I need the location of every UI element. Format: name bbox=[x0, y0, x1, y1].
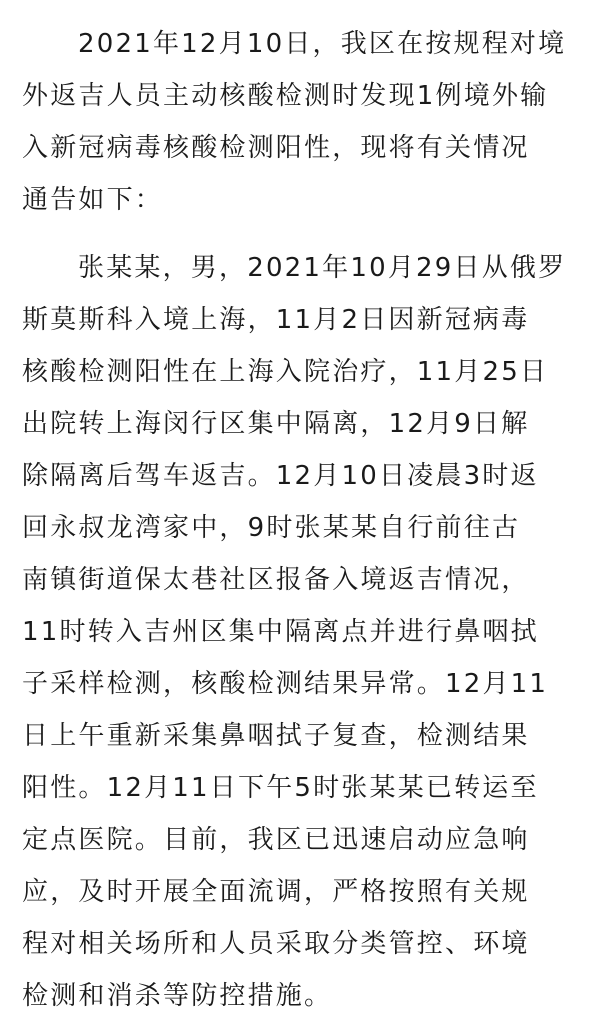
text-line: 阳性。12月11日下午5时张某某已转运至 bbox=[22, 773, 539, 803]
text-line: 南镇街道保太巷社区报备入境返吉情况， bbox=[22, 565, 530, 595]
paragraph-case-details bbox=[22, 242, 580, 1022]
text-line: 入新冠病毒核酸检测阳性，现将有关情况 bbox=[22, 133, 530, 163]
text-line: 回永叔龙湾家中，9时张某某自行前往古 bbox=[22, 513, 521, 543]
text-line: 除隔离后驾车返吉。12月10日凌晨3时返 bbox=[22, 461, 539, 491]
text-line: 2021年12月10日，我区在按规程对境 bbox=[78, 29, 567, 59]
text-line: 通告如下： bbox=[22, 185, 164, 215]
paragraph-intro bbox=[22, 18, 580, 226]
text-line: 11时转入吉州区集中隔离点并进行鼻咽拭 bbox=[22, 617, 539, 647]
text-line: 定点医院。目前，我区已迅速启动应急响 bbox=[22, 825, 530, 855]
paragraph-spacer bbox=[22, 226, 580, 242]
text-line: 张某某，男，2021年10月29日从俄罗 bbox=[78, 253, 567, 283]
text-line: 子采样检测，核酸检测结果异常。12月11 bbox=[22, 669, 549, 699]
text-line: 外返吉人员主动核酸检测时发现1例境外输 bbox=[22, 81, 549, 111]
text-line: 应，及时开展全面流调，严格按照有关规 bbox=[22, 877, 530, 907]
text-line: 出院转上海闵行区集中隔离，12月9日解 bbox=[22, 409, 530, 439]
text-line: 程对相关场所和人员采取分类管控、环境 bbox=[22, 929, 530, 959]
text-line: 斯莫斯科入境上海，11月2日因新冠病毒 bbox=[22, 305, 530, 335]
text-line: 日上午重新采集鼻咽拭子复查，检测结果 bbox=[22, 721, 530, 751]
text-line: 核酸检测阳性在上海入院治疗，11月25日 bbox=[22, 357, 549, 387]
notice-document bbox=[22, 18, 580, 1022]
text-line: 检测和消杀等防控措施。 bbox=[22, 981, 333, 1011]
